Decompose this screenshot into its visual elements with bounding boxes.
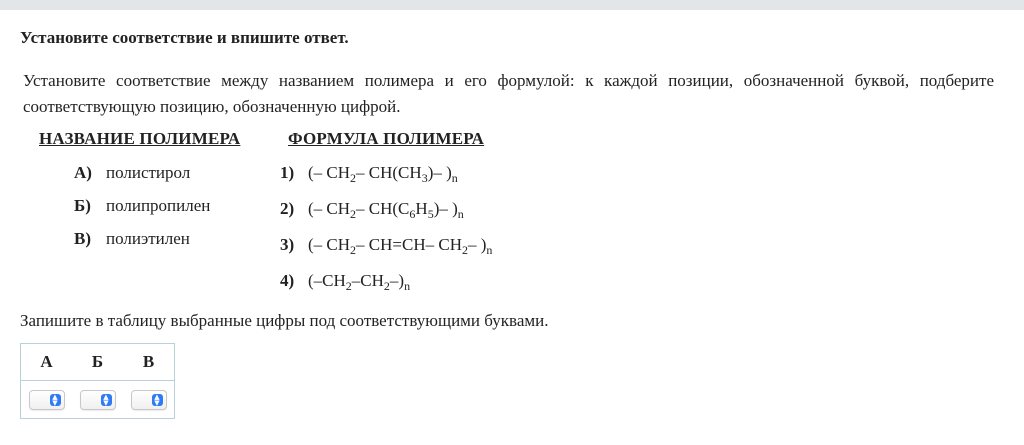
answer-select-b[interactable] <box>80 390 116 410</box>
formula-item-3 <box>280 235 492 255</box>
name-key: А) <box>74 163 92 182</box>
question-text: Установите соответствие между названием полимера и его формулой: к каждой позиции, обозначенной буквой, подберите соответствующую позицию, обозначенную цифрой. <box>23 71 994 116</box>
name-key: Б) <box>74 196 91 215</box>
up-down-arrows-icon: ▲ ▼ <box>50 394 61 406</box>
up-down-arrows-icon: ▲ ▼ <box>152 394 163 406</box>
formulas-column-header: ФОРМУЛА ПОЛИМЕРА <box>288 129 485 148</box>
formula-key: 2) <box>280 199 295 218</box>
name-item-b <box>74 196 210 216</box>
answer-header-a: А <box>21 344 73 381</box>
name-item-a <box>74 163 190 183</box>
names-column-header: НАЗВАНИЕ ПОЛИМЕРА <box>39 129 241 148</box>
name-key: В) <box>74 229 91 248</box>
answer-select-v[interactable] <box>131 390 167 410</box>
formula: (– $CH_2-$ $CH(CH_3)-$ )$_n$ <box>308 163 458 185</box>
formula-item-2 <box>280 199 464 219</box>
task-instruction: Установите соответствие и впишите ответ. <box>20 28 349 47</box>
answer-cell-a <box>21 381 73 419</box>
formula-key: 4) <box>280 271 295 290</box>
name-text: полиэтилен <box>106 229 190 248</box>
answer-cell-v <box>123 381 175 419</box>
answer-select-a[interactable] <box>29 390 65 410</box>
answer-header-v: В <box>123 344 175 381</box>
formula-key: 1) <box>280 163 295 182</box>
formula: (– $CH_2-$ $CH(C_6H_5)-$ )$_n$ <box>308 199 464 221</box>
name-item-v <box>74 229 190 249</box>
answer-table <box>20 343 175 419</box>
top-bar <box>0 0 1024 10</box>
formula: (– $CH_2-$ CH=CH– $CH_2-$ )$_n$ <box>308 235 493 257</box>
formula-key: 3) <box>280 235 295 254</box>
answer-cell-b <box>72 381 123 419</box>
up-down-arrows-icon: ▲ ▼ <box>101 394 112 406</box>
answer-header-b: Б <box>72 344 123 381</box>
answer-instruction: Запишите в таблицу выбранные цифры под соответствующими буквами. <box>20 311 549 330</box>
formula-item-4 <box>280 271 410 291</box>
name-text: полистирол <box>106 163 191 182</box>
formula: $(-CH_2-CH_2-)_n$ <box>308 271 411 293</box>
formula-item-1 <box>280 163 458 183</box>
name-text: полипропилен <box>106 196 211 215</box>
